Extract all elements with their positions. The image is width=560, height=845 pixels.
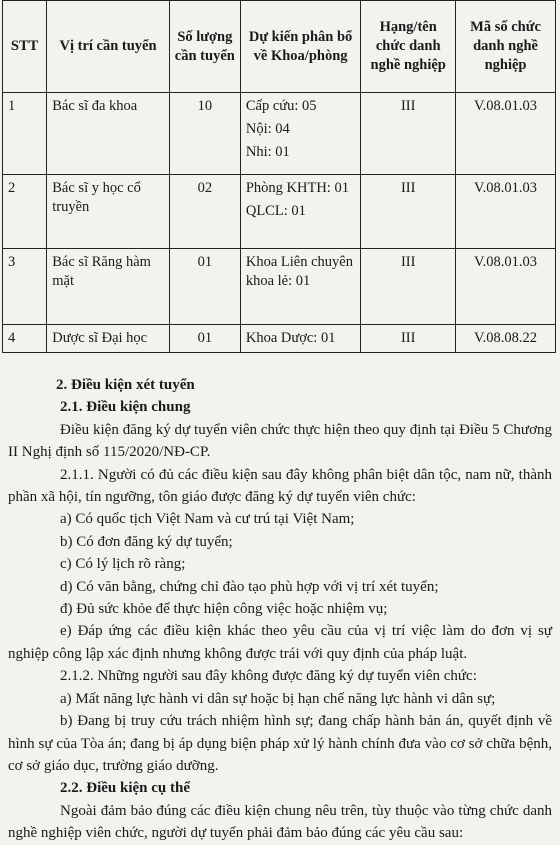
- header-stt: STT: [3, 1, 47, 93]
- table-row: [3, 325, 556, 353]
- cell-stt: 1: [3, 93, 47, 175]
- cell-quantity: 01: [169, 325, 240, 353]
- list-item: c) Có lý lịch rõ ràng;: [60, 556, 186, 573]
- header-quantity: Số lượng cần tuyển: [169, 1, 240, 93]
- list-item: d) Có văn bằng, chứng chỉ đào tạo phù hợp với vị trí xét tuyển;: [60, 578, 439, 595]
- department-line: Nhi: 01: [245, 144, 290, 160]
- cell-position: Bác sĩ đa khoa: [47, 93, 170, 175]
- header-code: Mã số chức danh nghề nghiệp: [456, 1, 556, 93]
- list-item: a) Mất năng lực hành vi dân sự hoặc bị hạn chế năng lực hành vi dân sự;: [60, 690, 496, 707]
- table-row: [3, 93, 556, 175]
- cell-stt: 2: [3, 175, 47, 249]
- header-position: Vị trí cần tuyển: [47, 1, 170, 93]
- cell-stt: 4: [3, 325, 47, 353]
- header-rank: Hạng/tên chức danh nghề nghiệp: [361, 1, 456, 93]
- cell-position: Bác sĩ Răng hàm mặt: [47, 249, 170, 325]
- cell-code: V.08.01.03: [456, 175, 556, 249]
- cell-code: V.08.01.03: [456, 249, 556, 325]
- cell-department: [240, 175, 360, 249]
- cell-position: Dược sĩ Đại học: [47, 325, 170, 353]
- department-line: Khoa Liên chuyên khoa lẻ: 01: [245, 254, 353, 289]
- department-line: Nội: 04: [245, 121, 290, 137]
- cell-code: V.08.08.22: [456, 325, 556, 353]
- list-item: b) Đang bị truy cứu trách nhiệm hình sự; đang chấp hành bản án, quyết định về hình sự của Tòa án; đang bị áp dụng biện pháp xử lý hành chính đưa vào cơ sở chữa bệnh, cơ sở giáo dục, trường giáo dưỡng.: [8, 713, 552, 774]
- cell-department: [240, 93, 360, 175]
- list-item: đ) Đủ sức khỏe để thực hiện công việc hoặc nhiệm vụ;: [60, 601, 388, 618]
- cell-department: [240, 325, 360, 353]
- table-header-row: [3, 1, 556, 93]
- header-department: Dự kiến phân bổ về Khoa/phòng: [240, 1, 360, 93]
- subsection-heading: 2.2. Điều kiện cụ thể: [60, 780, 191, 797]
- cell-quantity: 02: [169, 175, 240, 249]
- cell-rank: III: [361, 325, 456, 353]
- subsection-heading: 2.1. Điều kiện chung: [60, 399, 191, 416]
- cell-stt: 3: [3, 249, 47, 325]
- paragraph: Ngoài đảm bảo đúng các điều kiện chung nêu trên, tùy thuộc vào từng chức danh nghề nghiệp viên chức, người dự tuyển phải đảm bảo đúng các yêu cầu sau:: [8, 802, 552, 842]
- cell-rank: III: [361, 93, 456, 175]
- cell-rank: III: [361, 249, 456, 325]
- table-row: [3, 249, 556, 325]
- department-line: Cấp cứu: 05: [245, 98, 317, 114]
- list-item: b) Có đơn đăng ký dự tuyển;: [60, 533, 233, 550]
- department-line: Phòng KHTH: 01: [245, 180, 349, 196]
- cell-rank: III: [361, 175, 456, 249]
- cell-department: [240, 249, 360, 325]
- body-text: [8, 374, 552, 845]
- cell-quantity: 01: [169, 249, 240, 325]
- cell-position: Bác sĩ y học cổ truyền: [47, 175, 170, 249]
- department-line: QLCL: 01: [245, 203, 306, 219]
- section-heading: 2. Điều kiện xét tuyển: [56, 377, 195, 393]
- table-row: [3, 175, 556, 249]
- cell-quantity: 10: [169, 93, 240, 175]
- list-item: a) Có quốc tịch Việt Nam và cư trú tại Việt Nam;: [60, 511, 355, 528]
- list-item: e) Đáp ứng các điều kiện khác theo yêu cầu của vị trí việc làm do đơn vị sự nghiệp công lập xác định nhưng không được trái với quy định của pháp luật.: [8, 623, 552, 662]
- cell-code: V.08.01.03: [456, 93, 556, 175]
- department-line: Khoa Dược: 01: [245, 330, 336, 346]
- paragraph: 2.1.1. Người có đủ các điều kiện sau đây không phân biệt dân tộc, nam nữ, thành phần xã hội, tín ngưỡng, tôn giáo được đăng ký dự tuyển viên chức:: [8, 466, 552, 506]
- paragraph: Điều kiện đăng ký dự tuyển viên chức thực hiện theo quy định tại Điều 5 Chương II Nghị định số 115/2020/NĐ-CP.: [8, 421, 552, 461]
- recruitment-table: [2, 0, 556, 353]
- paragraph: 2.1.2. Những người sau đây không được đăng ký dự tuyển viên chức:: [60, 668, 477, 685]
